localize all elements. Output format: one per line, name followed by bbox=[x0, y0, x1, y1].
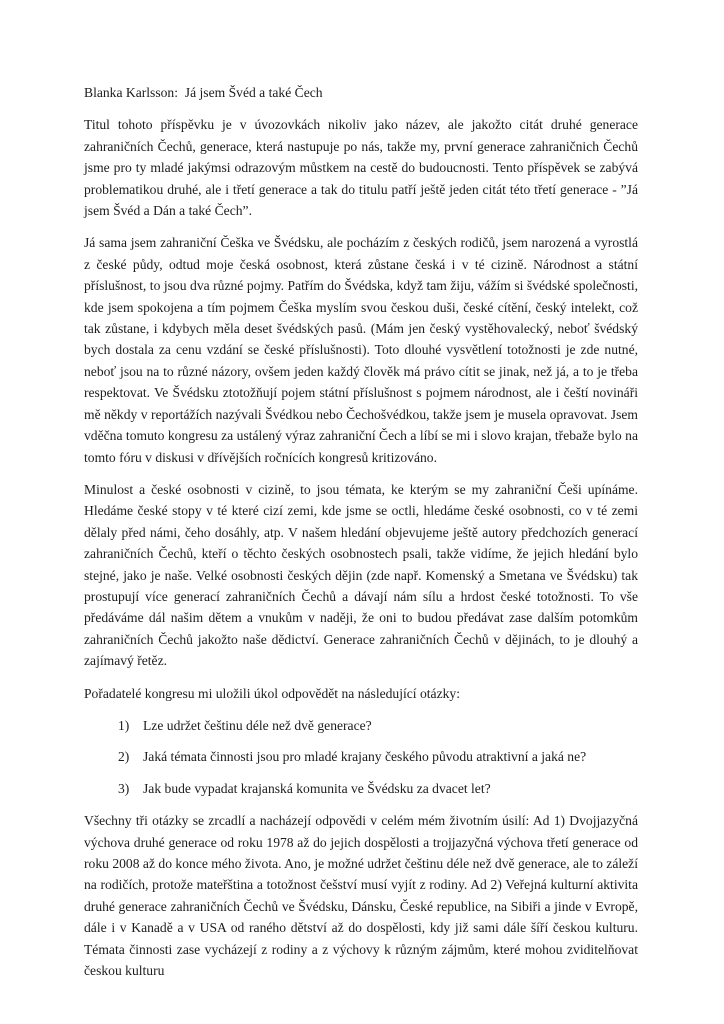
questions-list bbox=[84, 715, 638, 799]
question-number: 2) bbox=[118, 749, 130, 765]
paragraph-heritage: Minulost a české osobnosti v cizině, to jsou témata, ke kterým se my zahraniční Češi upínáme. Hledáme české stopy v té které cizí zemi, kde jsme se octli, hledáme české osobnosti, co v té zemi dělaly před námi, čeho dosáhly, atp. V našem hledání objevujeme ještě autory předchozích generací zahraničních Čechů, kteří o těchto českých osobnostech psali, takže vidíme, že jejich hledání bylo stejné, jako je naše. Velké osobnosti českých dějin (zde např. Komenský a Smetana ve Švédsku) tak prostupují více generací zahraničních Čechů a dávají nám sílu a hrdost české totožnosti. To vše předáváme dál našim dětem a vnukům v naději, že oni to budou předávat zase dalším potomkům zahraničních Čechů jakožto naše dědictví. Generace zahraničních Čechů v dějinách, to je dlouhý a zajímavý řetěz. bbox=[84, 481, 638, 669]
question-item bbox=[84, 746, 638, 767]
question-text: Jak bude vypadat krajanská komunita ve Švédsku za dvacet let? bbox=[143, 780, 491, 796]
question-text: Lze udržet češtinu déle než dvě generace? bbox=[143, 717, 372, 733]
question-item bbox=[84, 715, 638, 736]
paragraph-intro: Titul tohoto příspěvku je v úvozovkách nikoliv jako název, ale jakožto citát druhé generace zahraničních Čechů, generace, která nastupuje po nás, takže my, první generace zahraničnich Čechů jsme pro ty mladé jakýmsi odrazovým můstkem na cestě do budoucnosti. Tento příspěvek se zabývá problematikou druhé, ale i třetí generace a tak do titulu patří ještě jeden citát této třetí generace - ”Já jsem Švéd a Dán a také Čech”. bbox=[84, 117, 638, 219]
question-item bbox=[84, 778, 638, 799]
question-number: 1) bbox=[118, 717, 130, 733]
question-text: Jaká témata činnosti jsou pro mladé krajany českého původu atraktivní a jaká ne? bbox=[143, 749, 587, 765]
paragraph-identity: Já sama jsem zahraniční Češka ve Švédsku, ale pocházím z českých rodičů, jsem narozená a vyrostlá z české půdy, odtud moje česká osobnost, která zůstane česká i v té cizině. Národnost a státní příslušnost, to jsou dva různé pojmy. Patřím do Švédska, když tam žiju, vážím si švédské společnosti, kde jsem spokojena a tím pojmem Češka myslím svou českou duši, české cítění, český intelekt, což tak zůstane, i kdybych měla deset švédských pasů. (Mám jen český vystěhovalecký, neboť švédský bych dostala za cenu vzdání se české příslušnosti). Toto dlouhé vysvětlení totožnosti je zde nutné, neboť jsou na to různé názory, ovšem jeden každý člověk má právo cítit se jinak, než já, a to je třeba respektovat. Ve Švédsku ztotožňují pojem státní příslušnost s pojmem národnost, ale i čeští novináři mě někdy v reportážích nazývali Švédkou nebo Čechošvédkou, takže jsem je musela opravovat. Jsem vděčna tomuto kongresu za ustálený výraz zahraniční Čech a líbí se mi i slovo krajan, třebaže bylo na tomto fóru v diskusi v dřívějších ročnících kongresů kritizováno. bbox=[84, 235, 638, 465]
document-title: Blanka Karlsson: Já jsem Švéd a také Čech bbox=[84, 85, 323, 100]
questions-intro: Pořadatelé kongresu mi uložili úkol odpovědět na následující otázky: bbox=[84, 685, 460, 701]
paragraph-closing: Všechny tři otázky se zrcadlí a nacházejí odpovědi v celém mém životním úsilí: Ad 1) Dvojjazyčná výchova druhé generace od roku 1978 až do jejich dospělosti a trojjazyčná výchova třetí generace od roku 2008 až do konce mého života. Ano, je možné udržet češtinu déle než dvě generace, ale to záleží na rodičích, protože mateřština a totožnost češství musí vyjít z rodiny. Ad 2) Veřejná kulturní aktivita druhé generace zahraničních Čechů ve Švédsku, Dánsku, České republice, na Sibiři a jinde v Evropě, dále i v Kanadě a v USA od raného dětství až do dospělosti, kdy již sami dále šíří českou kulturu. Témata činnosti zase vycházejí z rodiny a z výchovy k různým zájmům, které mohou zviditelňovat českou kulturu bbox=[84, 813, 638, 979]
question-number: 3) bbox=[118, 780, 130, 796]
